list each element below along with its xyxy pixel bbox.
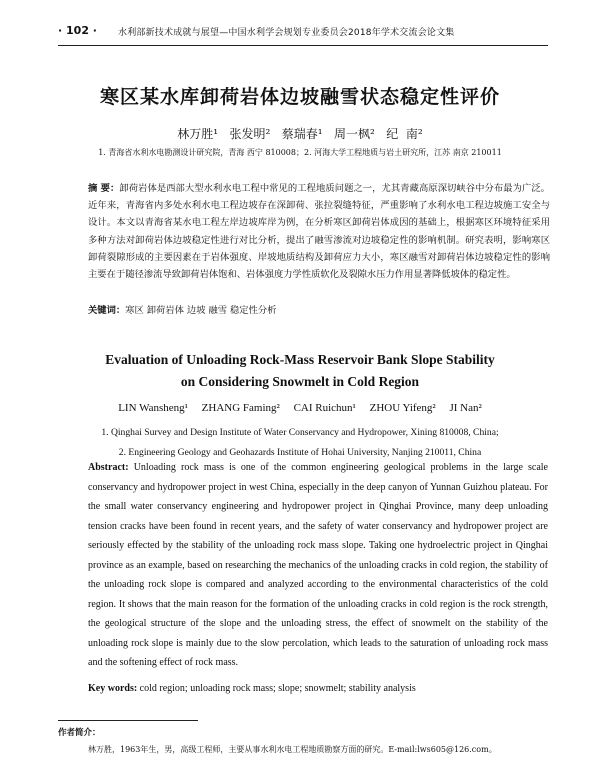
keywords-text-english: cold region; unloading rock mass; slope; snowmelt; stability analysis — [139, 683, 416, 694]
keywords-label-chinese: 关键词： — [88, 305, 126, 316]
title-english — [0, 349, 600, 393]
footnote-label: 作者简介： — [58, 728, 101, 738]
authors-chinese: 林万胜¹ 张发明² 蔡瑞春¹ 周一枫² 纪 南² — [177, 127, 423, 141]
keywords-chinese — [88, 302, 550, 316]
abstract-text-chinese: 卸荷岩体是西部大型水利水电工程中常见的工程地质问题之一，尤其青藏高原深切峡谷中分布最为广泛。近年来，青海省内多处水利水电工程边坡存在深卸荷、张拉裂缝特征，严重影响了水利水电工程边坡施工安全与设计。本文以青海省某水电工程左岸边坡库岸为例，在分析寒区卸荷岩体成因的基础上，根据寒区环境特征采用多种方法对卸荷岩体边坡稳定性进行对比分析，提出了融雪渗流对边坡稳定性的影响机制。研究表明，影响寒区卸荷裂隙形成的主要因素在于岩体强度、岸坡地质结构及卸荷应力大小，寒区融雪对卸荷岩体边坡稳定性的影响主要在于随径渗流导致卸荷岩体饱和、岩体强度力学性质软化及裂隙水压力作用显著降低坡体的稳定性。 — [88, 183, 550, 281]
abstract-label-chinese: 摘 要： — [88, 183, 120, 194]
footnote-rule — [58, 720, 198, 721]
affiliation-chinese: 1. 青海省水利水电勘测设计研究院，青海 西宁 810008；2. 河海大学工程地质与岩土研究所，江苏 南京 210011 — [98, 148, 502, 157]
running-header — [58, 22, 548, 40]
authors-english: LIN Wansheng¹ ZHANG Faming² CAI Ruichun¹ ZHOU Yifeng² JI Nan² — [118, 402, 482, 414]
keywords-english — [88, 683, 548, 694]
affiliation-english-1: 1. Qinghai Survey and Design Institute of Water Conservancy and Hydropower, Xining 810008, China; — [101, 427, 499, 438]
keywords-label-english: Key words: — [88, 683, 138, 694]
page-number: · 102 · — [58, 24, 97, 37]
keywords-text-chinese: 寒区 卸荷岩体 边坡 融雪 稳定性分析 — [125, 305, 277, 316]
footnote-text: 林万胜，1963年生，男，高级工程师，主要从事水利水电工程地质勘察方面的研究。E-mail:lws605@126.com。 — [88, 745, 497, 754]
abstract-label-english: Abstract: — [88, 462, 129, 473]
affiliation-english-2: 2. Engineering Geology and Geohazards Institute of Hohai University, Nanjing 210011, China — [118, 447, 482, 458]
header-rule — [58, 45, 548, 46]
title-english-line-2: on Considering Snowmelt in Cold Region — [180, 374, 420, 389]
affiliations-english — [0, 423, 600, 463]
abstract-text-english: Unloading rock mass is one of the common engineering geological problems in the large scale conservancy and hydropower project in west China, especially in the deep canyon of Yunnan Guizhou plateau. For the small water conservancy engineering and hydropower project in Qinghai Province, many deep unloading tension cracks have been found in recent years, and the safety of water conservancy and hydropower project are seriously effected by the stability of the unloading rock mass slope. Taking one hydroelectric project in Qinghai province as an example, based on researching the mechanics of the unloading cracks in cold region, the stability of the unloading rock slope is compared and analyzed according to the environmental characteristics of the cold region. It shows that the main reason for the formation of the unloading cracks in cold region is the rock strength, the geological structure of the slope and the unloading stress, the effect of snowmelt on the stability of the unloading rock slope is mainly due to the slow percolation, which leads to the saturation of unloading rock mass and the softening effect of rock mass. — [88, 462, 549, 668]
running-title: 水利部新技术成就与展望—中国水利学会规划专业委员会2018年学术交流会论文集 — [118, 28, 455, 38]
abstract-chinese — [88, 180, 550, 283]
title-english-line-1: Evaluation of Unloading Rock-Mass Reservoir Bank Slope Stability — [105, 352, 495, 367]
abstract-english — [88, 458, 548, 673]
title-chinese: 寒区某水库卸荷岩体边坡融雪状态稳定性评价 — [99, 86, 500, 108]
